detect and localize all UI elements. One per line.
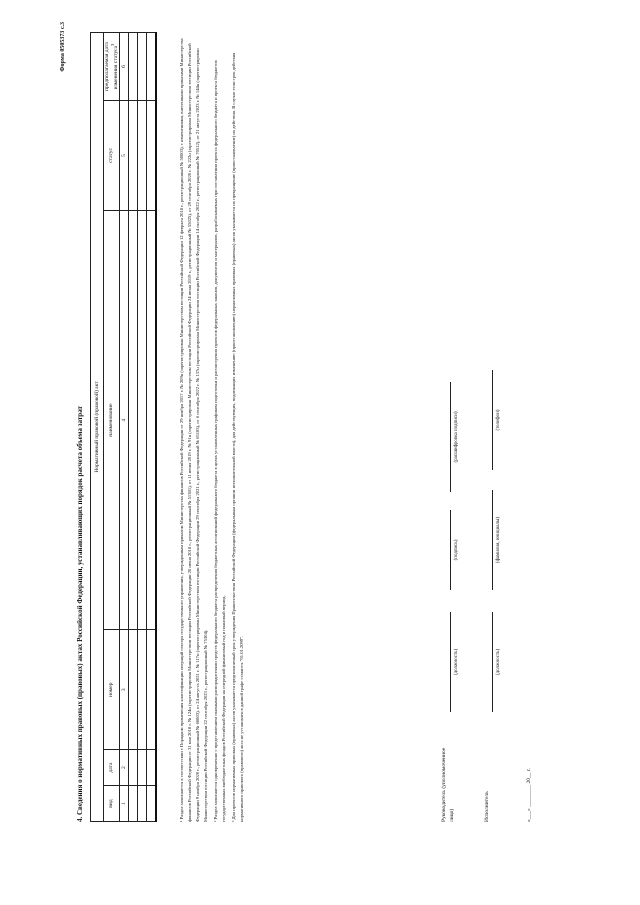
table-row bbox=[128, 33, 137, 822]
footnote-2: ² Раздел заполняется одновременно с представлением главными распорядителями средств федерального бюджета распределения бюджетных ассигнований федерального бюджета в целях установленных графиком подготовки и рассмотрения проектов федеральных законов, документов и материалов, разрабатываемых при составлении проекта федерального бюджета и проекта бюджетов государственных внебюджетных фондов Российской Федерации на очередной финансовый год и плановый период. bbox=[213, 60, 226, 822]
footnote-mark: 3 bbox=[110, 43, 115, 46]
table-cell bbox=[137, 786, 146, 822]
table-cell bbox=[146, 786, 156, 822]
date-line: «___» ________ 20__ г. bbox=[526, 768, 532, 822]
head-name-line bbox=[450, 382, 451, 492]
executor-fio-line bbox=[492, 490, 493, 590]
caption-phone: (телефон) bbox=[496, 409, 501, 431]
head-label: Руководитель (уполномоченное лицо) bbox=[441, 747, 455, 822]
table-cell bbox=[128, 630, 137, 750]
column-number: 6 bbox=[119, 33, 128, 101]
head-signature-line bbox=[450, 510, 451, 590]
table-cell bbox=[128, 786, 137, 822]
table-cell bbox=[128, 750, 137, 786]
table-cell bbox=[146, 630, 156, 750]
table-cell bbox=[137, 630, 146, 750]
table-row bbox=[137, 33, 146, 822]
column-header-status: статус bbox=[104, 101, 120, 211]
footnotes bbox=[178, 32, 248, 822]
column-number: 4 bbox=[119, 210, 128, 629]
table-cell bbox=[137, 101, 146, 211]
executor-phone-line bbox=[492, 370, 493, 470]
column-number: 2 bbox=[119, 750, 128, 786]
executor-label: Исполнитель bbox=[484, 791, 490, 822]
table-group-header: Нормативный правовой (правовой) акт bbox=[91, 33, 104, 822]
head-position-line bbox=[450, 612, 451, 712]
table-cell bbox=[146, 101, 156, 211]
caption-position: (должность) bbox=[454, 648, 459, 676]
table-cell bbox=[137, 33, 146, 101]
status-change-label: предполагаемая дата изменения статуса bbox=[104, 42, 119, 91]
column-number: 3 bbox=[119, 630, 128, 750]
table-cell bbox=[128, 101, 137, 211]
table-cell bbox=[146, 750, 156, 786]
column-header-status-change-date bbox=[104, 33, 120, 101]
table-cell bbox=[128, 33, 137, 101]
table-cell bbox=[146, 210, 156, 629]
caption-name-decoded: (расшифровка подписи) bbox=[454, 411, 459, 463]
caption-fio: (фамилия, инициалы) bbox=[496, 516, 501, 564]
form-code: Форма 0505373 с.3 bbox=[60, 22, 66, 72]
table-row bbox=[146, 33, 156, 822]
column-header-number: номер bbox=[104, 630, 120, 750]
column-number: 5 bbox=[119, 101, 128, 211]
legal-acts-table bbox=[90, 32, 157, 822]
caption-signature: (подпись) bbox=[454, 539, 459, 561]
column-header-type: вид bbox=[104, 786, 120, 822]
footnote-1: ¹ Раздел заполняется в соответствии с Порядком применения классификации операций сектора государственного управления, утвержденным приказом Министерства финансов Российской Федерации от 29 ноября 2017 г. № 209н (зарегистрирован Министерством юстиции Российской Федерации 12 февраля 2018 г., регистрационный № 50003), с изменениями, внесенными приказами Министерства финансов Российской Федерации от 31 мая 2018 г. № 124н (зарегистрирован Министерством юстиции Российской Федерации 20 июня 2018 г., регистрационный № 51381), от 11 июня 2019 г. № 91н (зарегистрирован Министерством юстиции Российской Федерации 24 июня 2019 г., регистрационный № 55025), от 29 сентября 2020 г. № 222н (зарегистрирован Министерством юстиции Российской Федерации 9 ноября 2020 г., регистрационный № 60803), от 24 августа 2021 г. № 117н (зарегистрирован Министерством юстиции Российской Федерации 29 сентября 2021 г., регистрационный № 65183), от 6 сентября 2022 г. № 137н (зарегистрирован Министерством юстиции Российской Федерации 14 октября 2022 г., регистрационный № 70512), от 21 августа 2023 г. № 144н (зарегистрирован Министерством юстиции Российской Федерации 22 сентября 2023 г., регистрационный № 75304). bbox=[179, 38, 208, 822]
section-title: 4. Сведения о нормативных правовых (правовых) актах Российской Федерации, устанавливающих порядок расчета объема затрат bbox=[76, 406, 84, 822]
footnote-3: ³ Для проектов нормативных правовых (правовых) актов указывается предполагаемый срок утверждения Правительством Российской Федерации (федеральным органом исполнительной власти), для действующих, подлежащих изменению (приостановлению) нормативных правовых (правовых) актов указывается их прекращение (приостановление) их действия. В случае если срок действия нормативного правового (правового) акта не установлен в данной графе ставится "01.01.2099". bbox=[231, 52, 244, 822]
table-cell bbox=[146, 33, 156, 101]
executor-position-line bbox=[492, 612, 493, 712]
table-cell bbox=[128, 210, 137, 629]
column-header-date: дата bbox=[104, 750, 120, 786]
table-cell bbox=[137, 210, 146, 629]
column-number: 1 bbox=[119, 786, 128, 822]
caption-position: (должность) bbox=[496, 648, 501, 676]
document-page bbox=[58, 22, 618, 822]
column-header-name: наименование bbox=[104, 210, 120, 629]
table-cell bbox=[137, 750, 146, 786]
